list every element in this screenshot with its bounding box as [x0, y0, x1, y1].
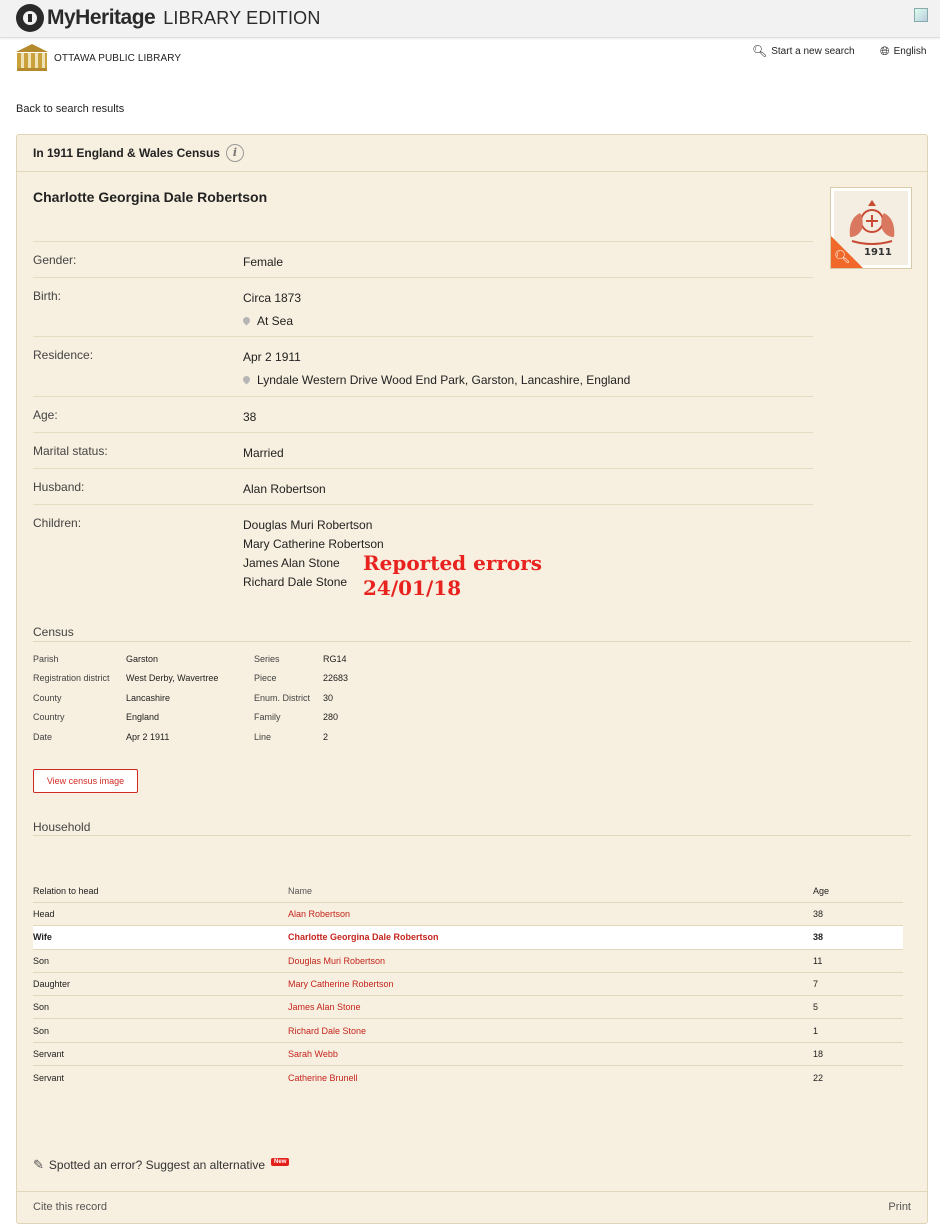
fact-label: Children: [33, 516, 82, 530]
library-building-icon [16, 44, 48, 73]
column-header-name: Name [288, 885, 313, 896]
fact-residence [33, 336, 813, 396]
divider [33, 835, 911, 836]
divider [17, 1191, 927, 1192]
census-value: West Derby, Wavertree [126, 673, 219, 684]
age-cell: 7 [813, 979, 819, 990]
table-row [33, 950, 903, 973]
age-cell: 5 [813, 1002, 819, 1013]
birth-date: Circa 1873 [243, 291, 302, 305]
relation-cell: Son [33, 955, 50, 966]
collection-title: In 1911 England & Wales Census [33, 146, 220, 160]
census-row [33, 727, 383, 747]
residence-place [243, 371, 630, 390]
table-row [33, 996, 903, 1019]
suggest-label: Spotted an error? Suggest an alternative [48, 1158, 266, 1172]
census-thumbnail[interactable] [830, 187, 912, 269]
globe-icon: 🌐︎ [880, 44, 890, 58]
residence-place-text: Lyndale Western Drive Wood End Park, Garston, Lancashire, England [257, 373, 631, 387]
pencil-icon: ✎ [33, 1157, 44, 1172]
table-row [33, 903, 903, 926]
census-key: Registration district [33, 673, 110, 684]
member-name-link[interactable]: Catherine Brunell [288, 1072, 358, 1083]
relation-cell: Servant [33, 1072, 65, 1083]
member-name-link[interactable]: Mary Catherine Robertson [288, 979, 394, 990]
fact-value [243, 408, 256, 432]
age-cell: 18 [813, 1048, 824, 1059]
census-key: Series [254, 653, 280, 664]
census-value: 22683 [323, 673, 349, 684]
census-row [33, 649, 383, 669]
census-key: Piece [254, 673, 277, 684]
census-row [33, 688, 383, 708]
husband-value: Alan Robertson [243, 482, 326, 496]
column-header-age: Age [813, 885, 830, 896]
census-key: Line [254, 731, 272, 742]
member-name-link[interactable]: James Alan Stone [288, 1002, 361, 1013]
census-value: RG14 [323, 653, 347, 664]
relation-cell: Head [33, 909, 55, 920]
divider [33, 641, 911, 642]
zoom-icon[interactable]: 🔍︎ [834, 249, 851, 264]
new-badge: New [271, 1158, 289, 1166]
fact-husband [33, 468, 813, 504]
print-link[interactable]: Print [888, 1201, 911, 1213]
fact-label: Birth: [33, 289, 62, 303]
relation-cell: Son [33, 1002, 50, 1013]
gender-value: Female [243, 255, 284, 269]
back-to-results-link[interactable]: Back to search results [16, 103, 125, 115]
member-name-link[interactable]: Alan Robertson [288, 909, 351, 920]
suggest-alternative-link[interactable] [33, 1157, 289, 1173]
fact-value [243, 348, 630, 396]
annotation-line: Reported errors [363, 551, 543, 575]
relation-cell: Servant [33, 1048, 65, 1059]
census-details [33, 649, 383, 747]
age-cell: 22 [813, 1072, 824, 1083]
census-value: Garston [126, 653, 159, 664]
fact-label: Husband: [33, 480, 85, 494]
info-icon[interactable]: i [226, 144, 244, 162]
brand-name: MyHeritage [47, 6, 156, 29]
household-section-title: Household [33, 820, 91, 834]
fact-value [243, 480, 326, 504]
member-name-link[interactable]: Sarah Webb [288, 1048, 338, 1059]
start-new-search-link[interactable] [752, 44, 855, 58]
language-selector[interactable] [880, 44, 926, 59]
member-name-link[interactable]: Charlotte Georgina Dale Robertson [288, 932, 439, 943]
map-pin-icon [242, 316, 252, 326]
column-header-relation: Relation to head [33, 885, 99, 896]
reported-errors-annotation [363, 551, 542, 601]
record-facts [33, 241, 813, 604]
fact-value [243, 289, 301, 336]
map-pin-icon [242, 375, 252, 385]
myheritage-logo[interactable] [16, 4, 321, 32]
census-value: England [126, 712, 160, 723]
record-panel [16, 134, 928, 1224]
census-value: Lancashire [126, 692, 171, 703]
fact-label: Gender: [33, 253, 77, 267]
fact-marital-status [33, 432, 813, 468]
start-new-search-label: Start a new search [771, 45, 855, 57]
census-row [33, 708, 383, 728]
member-name-link[interactable]: Douglas Muri Robertson [288, 955, 386, 966]
fact-value [243, 253, 283, 277]
age-cell: 1 [813, 1025, 819, 1036]
table-row [33, 973, 903, 996]
relation-cell: Daughter [33, 979, 71, 990]
census-value: Apr 2 1911 [126, 731, 170, 742]
relation-cell: Wife [33, 932, 52, 943]
fact-label: Marital status: [33, 444, 108, 458]
thumbnail-year: 1911 [864, 247, 892, 258]
household-header-row [33, 879, 903, 903]
census-value: 30 [323, 692, 334, 703]
census-key: Date [33, 731, 53, 742]
relation-cell: Son [33, 1025, 50, 1036]
library-header [16, 44, 181, 73]
table-row [33, 1043, 903, 1066]
fact-gender [33, 241, 813, 277]
fact-age [33, 396, 813, 432]
household-table [33, 879, 903, 1089]
age-cell: 38 [813, 909, 824, 920]
fact-birth [33, 277, 813, 336]
census-key: Parish [33, 653, 59, 664]
census-key: County [33, 692, 62, 703]
myheritage-logo-icon [16, 4, 44, 32]
table-row [33, 1019, 903, 1042]
birth-place-text: At Sea [257, 314, 294, 328]
search-icon: 🔍︎ [752, 44, 768, 58]
age-value: 38 [243, 410, 257, 424]
child-name: Richard Dale Stone [243, 575, 348, 589]
fact-label: Residence: [33, 348, 94, 362]
child-name: Douglas Muri Robertson [243, 518, 373, 532]
census-row [33, 669, 383, 689]
person-name: Charlotte Georgina Dale Robertson [33, 189, 268, 205]
fact-label: Age: [33, 408, 58, 422]
table-row [33, 1066, 903, 1089]
top-bar [0, 0, 940, 38]
annotation-date: 24/01/18 [363, 576, 462, 600]
marital-value: Married [243, 446, 284, 460]
collection-header [17, 135, 927, 172]
census-section-title: Census [33, 625, 74, 639]
residence-date: Apr 2 1911 [243, 350, 301, 364]
cite-record-link[interactable]: Cite this record [33, 1201, 107, 1213]
member-name-link[interactable]: Richard Dale Stone [288, 1025, 367, 1036]
birth-place [243, 312, 301, 331]
child-name: James Alan Stone [243, 556, 340, 570]
age-cell: 11 [813, 955, 823, 966]
table-row-selected [33, 926, 903, 949]
census-key: Family [254, 712, 281, 723]
census-key: Country [33, 712, 65, 723]
language-label: English [893, 46, 927, 57]
census-value: 2 [323, 731, 329, 742]
age-cell: 38 [813, 932, 824, 943]
census-key: Enum. District [254, 692, 311, 703]
view-census-image-button[interactable]: View census image [33, 769, 138, 793]
library-name: OTTAWA PUBLIC LIBRARY [54, 53, 182, 64]
broken-image-icon [914, 8, 928, 22]
census-value: 280 [323, 712, 339, 723]
child-name: Mary Catherine Robertson [243, 537, 384, 551]
fact-value [243, 444, 284, 468]
edition-label: LIBRARY EDITION [163, 7, 321, 28]
